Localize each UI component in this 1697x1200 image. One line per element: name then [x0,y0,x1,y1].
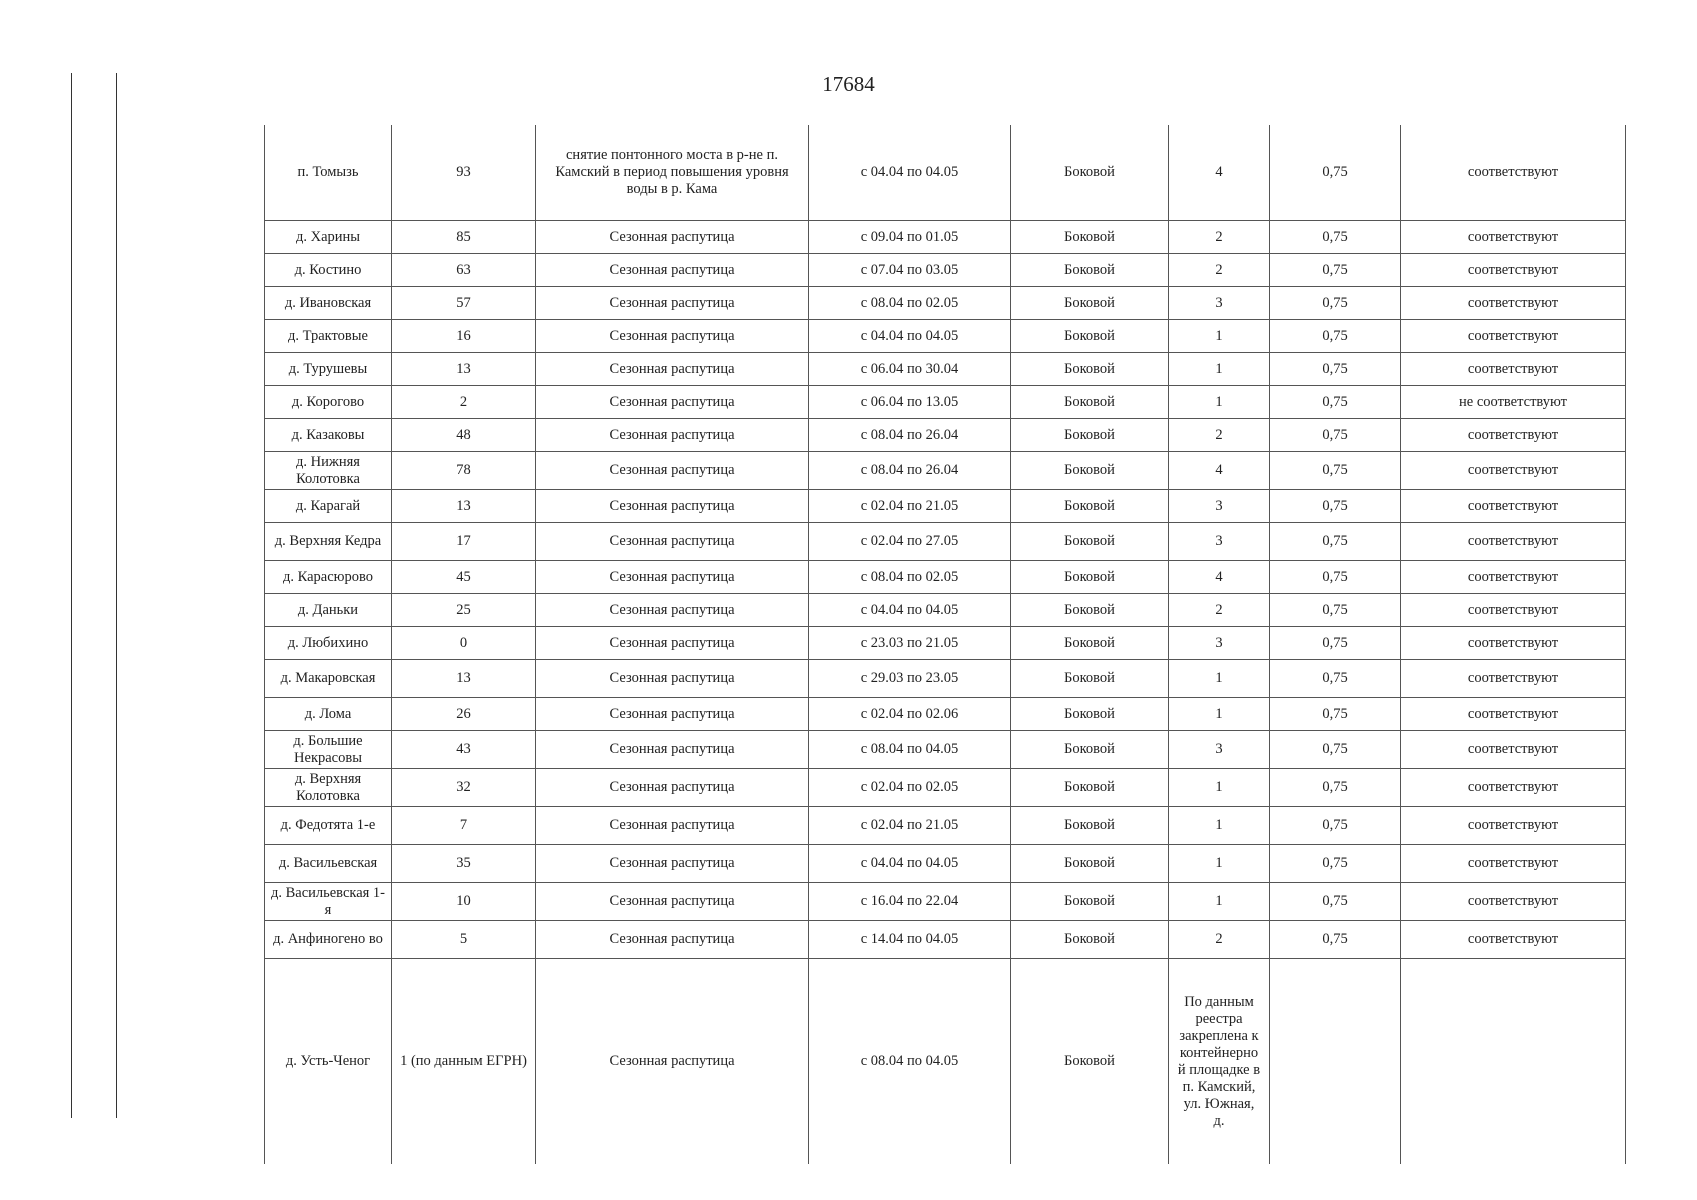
table-row [265,353,1626,386]
cell-type: Боковой [1011,490,1169,523]
cell-type: Боковой [1011,221,1169,254]
cell-status: соответствуют [1401,769,1626,807]
cell-num: 3 [1169,287,1270,320]
cell-period: с 08.04 по 02.05 [809,561,1011,594]
cell-reason: Сезонная распутица [536,419,809,452]
cell-num: 2 [1169,594,1270,627]
cell-reason: Сезонная распутица [536,287,809,320]
cell-settlement: д. Казаковы [265,419,392,452]
cell-status: соответствуют [1401,594,1626,627]
cell-coef: 0,75 [1270,698,1401,731]
cell-status: соответствуют [1401,807,1626,845]
cell-count: 7 [392,807,536,845]
cell-num: 3 [1169,731,1270,769]
cell-num: 1 [1169,386,1270,419]
cell-period: с 04.04 по 04.05 [809,845,1011,883]
cell-coef: 0,75 [1270,921,1401,959]
cell-coef: 0,75 [1270,221,1401,254]
cell-num: 1 [1169,769,1270,807]
cell-reason: Сезонная распутица [536,660,809,698]
cell-type: Боковой [1011,452,1169,490]
table-row [265,490,1626,523]
cell-coef: 0,75 [1270,731,1401,769]
cell-reason: Сезонная распутица [536,452,809,490]
cell-settlement: д. Макаровская [265,660,392,698]
cell-reason: Сезонная распутица [536,353,809,386]
cell-settlement: д. Усть-Ченог [265,959,392,1165]
cell-settlement: п. Томызь [265,125,392,221]
cell-status: соответствуют [1401,287,1626,320]
cell-settlement: д. Верхняя Кедра [265,523,392,561]
cell-coef: 0,75 [1270,490,1401,523]
cell-coef: 0,75 [1270,807,1401,845]
cell-num: 4 [1169,125,1270,221]
cell-count: 1 (по данным ЕГРН) [392,959,536,1165]
cell-period: с 14.04 по 04.05 [809,921,1011,959]
cell-coef: 0,75 [1270,353,1401,386]
cell-reason: Сезонная распутица [536,731,809,769]
cell-count: 13 [392,490,536,523]
cell-status: соответствуют [1401,921,1626,959]
cell-settlement: д. Нижняя Колотовка [265,452,392,490]
cell-status: соответствуют [1401,883,1626,921]
cell-count: 32 [392,769,536,807]
cell-settlement: д. Анфиногено во [265,921,392,959]
table-row [265,125,1626,221]
cell-type: Боковой [1011,731,1169,769]
cell-reason: Сезонная распутица [536,320,809,353]
cell-num: 2 [1169,221,1270,254]
cell-count: 93 [392,125,536,221]
cell-period: с 02.04 по 02.05 [809,769,1011,807]
cell-num: 3 [1169,627,1270,660]
cell-type: Боковой [1011,660,1169,698]
cell-type: Боковой [1011,561,1169,594]
cell-period: с 04.04 по 04.05 [809,320,1011,353]
cell-status: соответствуют [1401,254,1626,287]
table-row [265,769,1626,807]
cell-settlement: д. Турушевы [265,353,392,386]
table-row [265,320,1626,353]
cell-period: с 07.04 по 03.05 [809,254,1011,287]
cell-settlement: д. Даньки [265,594,392,627]
margin-line-left [71,73,72,1118]
cell-coef: 0,75 [1270,627,1401,660]
cell-count: 43 [392,731,536,769]
table-row [265,523,1626,561]
cell-settlement: д. Лома [265,698,392,731]
cell-reason: Сезонная распутица [536,698,809,731]
cell-period: с 06.04 по 13.05 [809,386,1011,419]
cell-reason: Сезонная распутица [536,386,809,419]
cell-settlement: д. Трактовые [265,320,392,353]
table-row [265,921,1626,959]
cell-reason: Сезонная распутица [536,769,809,807]
cell-num: 2 [1169,419,1270,452]
cell-coef: 0,75 [1270,769,1401,807]
cell-reason: Сезонная распутица [536,221,809,254]
cell-count: 45 [392,561,536,594]
cell-period: с 04.04 по 04.05 [809,125,1011,221]
cell-type: Боковой [1011,594,1169,627]
cell-count: 35 [392,845,536,883]
cell-num: 4 [1169,452,1270,490]
cell-num: 3 [1169,490,1270,523]
cell-coef: 0,75 [1270,452,1401,490]
cell-type: Боковой [1011,254,1169,287]
cell-num: 1 [1169,807,1270,845]
cell-type: Боковой [1011,125,1169,221]
cell-status: соответствуют [1401,731,1626,769]
cell-coef: 0,75 [1270,254,1401,287]
cell-num: 1 [1169,883,1270,921]
page-number: 17684 [822,72,875,96]
table-row [265,254,1626,287]
cell-period: с 16.04 по 22.04 [809,883,1011,921]
cell-num: 1 [1169,320,1270,353]
cell-type: Боковой [1011,769,1169,807]
table-row [265,287,1626,320]
table-row [265,419,1626,452]
cell-count: 78 [392,452,536,490]
cell-count: 63 [392,254,536,287]
cell-settlement: д. Любихино [265,627,392,660]
cell-reason: Сезонная распутица [536,254,809,287]
cell-coef: 0,75 [1270,386,1401,419]
cell-status: соответствуют [1401,561,1626,594]
cell-status: соответствуют [1401,353,1626,386]
cell-status [1401,959,1626,1165]
cell-period: с 08.04 по 02.05 [809,287,1011,320]
table-row [265,221,1626,254]
cell-status: соответствуют [1401,490,1626,523]
cell-period: с 02.04 по 21.05 [809,807,1011,845]
cell-coef: 0,75 [1270,883,1401,921]
settlements-table [264,125,1626,1164]
cell-settlement: д. Ивановская [265,287,392,320]
table-row [265,698,1626,731]
table-row [265,959,1626,1165]
cell-type: Боковой [1011,419,1169,452]
cell-settlement: д. Васильевская [265,845,392,883]
table-row [265,386,1626,419]
cell-count: 13 [392,353,536,386]
cell-settlement: д. Корогово [265,386,392,419]
table-row [265,731,1626,769]
table-row [265,594,1626,627]
cell-status: соответствуют [1401,660,1626,698]
cell-count: 16 [392,320,536,353]
table-row [265,452,1626,490]
cell-status: соответствуют [1401,221,1626,254]
cell-type: Боковой [1011,353,1169,386]
cell-type: Боковой [1011,287,1169,320]
cell-period: с 08.04 по 04.05 [809,959,1011,1165]
cell-count: 10 [392,883,536,921]
cell-status: соответствуют [1401,698,1626,731]
cell-num: 1 [1169,660,1270,698]
cell-status: соответствуют [1401,125,1626,221]
cell-settlement: д. Харины [265,221,392,254]
cell-settlement: д. Верхняя Колотовка [265,769,392,807]
cell-status: соответствуют [1401,452,1626,490]
cell-num: 1 [1169,845,1270,883]
cell-period: с 02.04 по 27.05 [809,523,1011,561]
cell-settlement: д. Васильевская 1-я [265,883,392,921]
cell-coef: 0,75 [1270,523,1401,561]
cell-type: Боковой [1011,386,1169,419]
table-row [265,627,1626,660]
cell-period: с 06.04 по 30.04 [809,353,1011,386]
cell-reason: Сезонная распутица [536,959,809,1165]
cell-count: 2 [392,386,536,419]
cell-type: Боковой [1011,807,1169,845]
cell-status: не соответствуют [1401,386,1626,419]
cell-coef: 0,75 [1270,660,1401,698]
cell-coef: 0,75 [1270,125,1401,221]
cell-type: Боковой [1011,883,1169,921]
cell-status: соответствуют [1401,419,1626,452]
cell-status: соответствуют [1401,320,1626,353]
cell-coef: 0,75 [1270,419,1401,452]
table-row [265,883,1626,921]
cell-coef [1270,959,1401,1165]
cell-coef: 0,75 [1270,845,1401,883]
cell-type: Боковой [1011,523,1169,561]
cell-period: с 23.03 по 21.05 [809,627,1011,660]
cell-num: 2 [1169,921,1270,959]
cell-reason: Сезонная распутица [536,561,809,594]
cell-coef: 0,75 [1270,594,1401,627]
cell-period: с 09.04 по 01.05 [809,221,1011,254]
cell-period: с 04.04 по 04.05 [809,594,1011,627]
cell-count: 17 [392,523,536,561]
cell-period: с 29.03 по 23.05 [809,660,1011,698]
cell-num: 1 [1169,353,1270,386]
cell-settlement: д. Карасюрово [265,561,392,594]
cell-count: 5 [392,921,536,959]
cell-settlement: д. Костино [265,254,392,287]
cell-reason: Сезонная распутица [536,921,809,959]
cell-num: 1 [1169,698,1270,731]
cell-num: По данным реестра закреплена к контейнерной площадке в п. Камский, ул. Южная, д. [1169,959,1270,1165]
cell-coef: 0,75 [1270,320,1401,353]
cell-status: соответствуют [1401,845,1626,883]
cell-count: 85 [392,221,536,254]
cell-reason: Сезонная распутица [536,523,809,561]
cell-type: Боковой [1011,320,1169,353]
cell-count: 57 [392,287,536,320]
table-row [265,660,1626,698]
cell-num: 3 [1169,523,1270,561]
cell-count: 13 [392,660,536,698]
cell-type: Боковой [1011,627,1169,660]
table-row [265,561,1626,594]
cell-reason: Сезонная распутица [536,490,809,523]
cell-count: 48 [392,419,536,452]
table-row [265,807,1626,845]
cell-count: 0 [392,627,536,660]
cell-period: с 02.04 по 02.06 [809,698,1011,731]
cell-type: Боковой [1011,959,1169,1165]
cell-settlement: д. Федотята 1-е [265,807,392,845]
cell-status: соответствуют [1401,627,1626,660]
cell-reason: Сезонная распутица [536,845,809,883]
cell-period: с 08.04 по 04.05 [809,731,1011,769]
cell-period: с 08.04 по 26.04 [809,452,1011,490]
cell-type: Боковой [1011,845,1169,883]
cell-reason: Сезонная распутица [536,594,809,627]
cell-type: Боковой [1011,698,1169,731]
cell-num: 4 [1169,561,1270,594]
cell-count: 26 [392,698,536,731]
cell-settlement: д. Карагай [265,490,392,523]
cell-type: Боковой [1011,921,1169,959]
cell-count: 25 [392,594,536,627]
cell-reason: снятие понтонного моста в р-не п. Камский в период повышения уровня воды в р. Кама [536,125,809,221]
cell-coef: 0,75 [1270,561,1401,594]
cell-period: с 08.04 по 26.04 [809,419,1011,452]
cell-status: соответствуют [1401,523,1626,561]
cell-settlement: д. Большие Некрасовы [265,731,392,769]
cell-reason: Сезонная распутица [536,627,809,660]
margin-line-right [116,73,117,1118]
table-row [265,845,1626,883]
cell-num: 2 [1169,254,1270,287]
cell-reason: Сезонная распутица [536,883,809,921]
cell-coef: 0,75 [1270,287,1401,320]
cell-period: с 02.04 по 21.05 [809,490,1011,523]
cell-reason: Сезонная распутица [536,807,809,845]
